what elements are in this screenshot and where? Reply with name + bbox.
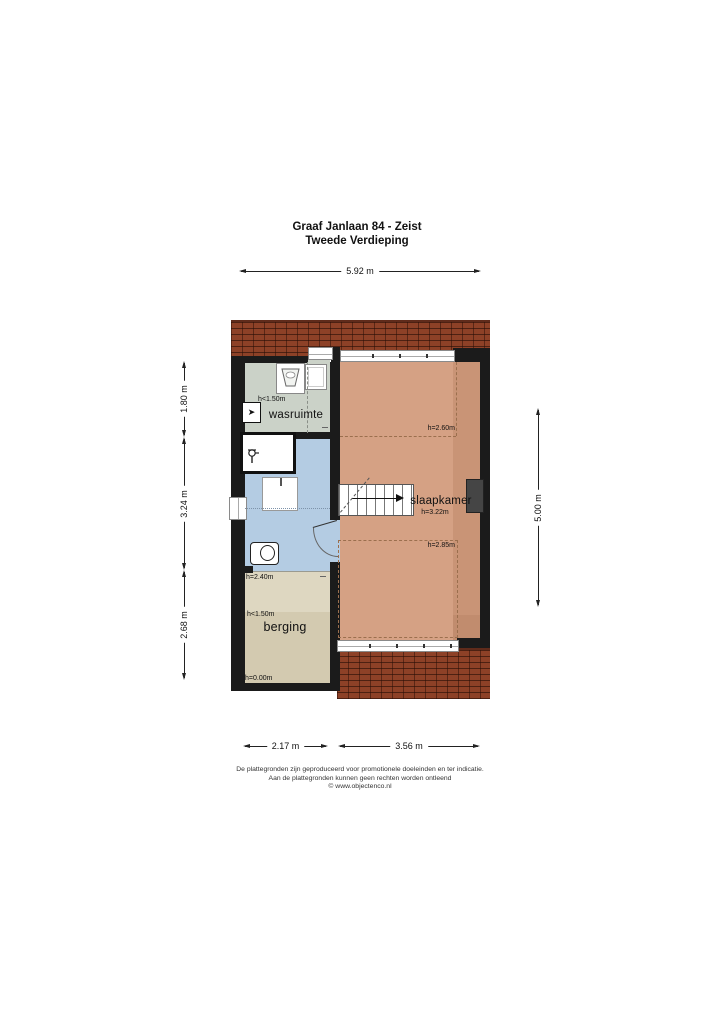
dimension-label: 1.80 m [179,381,189,417]
roof-tiles-bottom [337,648,490,699]
wall-bottom-right [457,638,490,648]
dimension-label: 2.68 m [179,607,189,643]
plan-title-block [157,221,557,248]
dimension-left-top [179,361,189,437]
toilet [250,542,279,565]
wall-top-wasruimte [231,356,308,363]
page-subtitle: Tweede Verdieping [305,234,409,247]
slaapkamer-h285-dashed-rect [338,540,458,638]
height-note-slaapkamer-top: h=2.60m [427,425,455,432]
arrow-up-icon [182,361,186,368]
wall-stub-berging [240,566,253,573]
height-note-wasruimte: h<1.50m [258,396,286,403]
room-label-slaapkamer: slaapkamer [410,495,472,507]
window-glass-line [238,498,239,519]
sink-tap-mark [280,478,282,486]
dimension-left-bottom [179,570,189,680]
wall-bottom [231,683,340,691]
disclaimer-line-2: Aan de plattegronden kunnen geen rechten worden ontleend [268,774,452,782]
arrow-left-icon [239,269,246,273]
arrow-right-icon [474,269,481,273]
window-dormer-wasruimte [308,347,333,360]
window-slaapkamer-top [340,350,455,362]
dimension-label: 5.92 m [341,266,379,276]
dimension-label: 3.56 m [390,741,428,751]
slaapkamer-h260-dashed-line-vertical [456,362,457,436]
dimension-label: 2.17 m [267,741,305,751]
window-slaapkamer-bottom [337,640,459,652]
arrow-up-icon [182,570,186,577]
arrow-up-icon [182,437,186,444]
washing-machine-lid [308,367,324,387]
hallway-dotted-line [245,508,330,509]
dimension-label: 5.00 m [533,490,543,526]
arrow-down-icon [182,430,186,437]
wasruimte-height-dashed-line [307,362,308,433]
arrow-down-icon [182,563,186,570]
dimension-bottom-left [243,741,328,751]
level-mark [322,427,328,428]
window-tick-marks [347,354,448,358]
dimension-left-middle [179,437,189,570]
room-label-berging: berging [263,620,307,634]
boiler-closet [240,432,296,474]
washbasin-icon [277,364,304,393]
room-label-wasruimte: wasruimte [268,409,324,421]
arrow-down-icon [536,600,540,607]
height-note-berging-mid: h<1.50m [247,611,275,618]
arrow-left-icon [338,744,345,748]
washbasin [276,363,305,394]
copyright-line: © www.objectenco.nl [328,783,392,791]
window-glass-line [309,354,332,355]
page-title: Graaf Janlaan 84 - Zeist [292,221,422,233]
stairs-direction-line [352,498,398,499]
level-mark [320,576,326,577]
arrow-right-icon [473,744,480,748]
tap-icon [245,445,261,467]
height-note-slaapkamer-bottom: h=2.85m [427,542,455,549]
height-note-slaapkamer-mid: h=3.22m [421,509,449,516]
height-note-berging-bottom: h=0.00m [245,675,273,682]
slaapkamer-h260-dashed-line [340,436,456,437]
disclaimer-line-1: De plattegronden zijn geproduceerd voor promotionele doeleinden en ter indicatie. [236,766,484,773]
washing-machine [305,364,327,390]
arrow-down-icon [182,673,186,680]
direction-arrow-icon: ➤ [247,407,256,417]
arrow-left-icon [243,744,250,748]
window-tick-marks [344,644,452,648]
dimension-bottom-right [338,741,480,751]
dimension-right [533,408,543,607]
disclaimer [110,766,610,792]
dimension-top [239,266,481,276]
arrow-right-icon [321,744,328,748]
arrow-up-icon [536,408,540,415]
toilet-bowl [260,545,275,561]
height-note-berging-top: h=2.40m [246,574,274,581]
dimension-label: 3.24 m [179,486,189,522]
sink-cabinet [262,477,298,511]
